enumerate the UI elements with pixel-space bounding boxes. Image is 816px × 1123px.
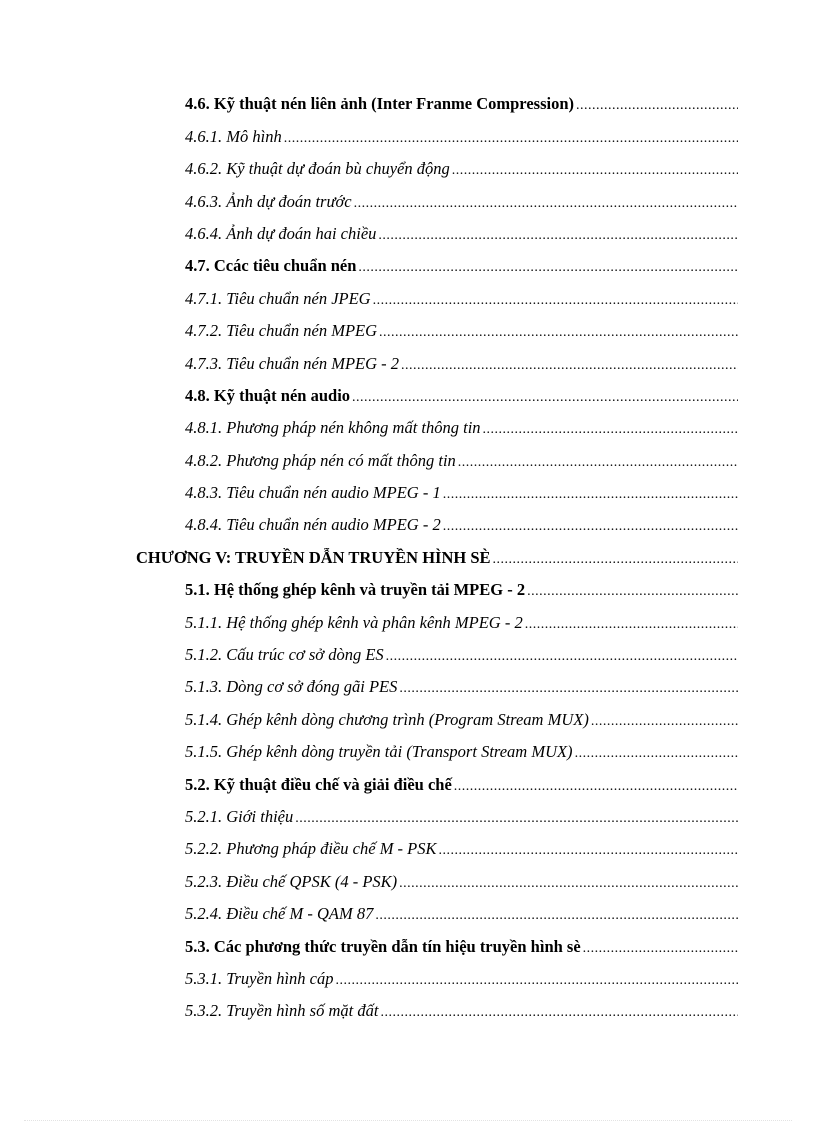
toc-entry	[0, 740, 816, 772]
toc-entry-title: 5.2.3. Điều chế QPSK (4 - PSK)	[185, 871, 398, 891]
dot-leader	[525, 615, 738, 635]
dot-leader	[399, 874, 738, 894]
toc-entry-title: 4.8.3. Tiêu chuẩn nén audio MPEG - 1	[185, 483, 441, 503]
toc-entry-title: 5.1.4. Ghép kênh dòng chương trình (Program Stream MUX)	[185, 709, 589, 729]
toc-entry-title: 4.7. Ccác tiêu chuẩn nén	[185, 256, 357, 276]
toc-entry	[0, 448, 816, 480]
toc-entry	[0, 934, 816, 966]
dot-leader	[375, 906, 738, 926]
dot-leader	[380, 1003, 738, 1023]
toc-entry	[0, 319, 816, 351]
toc-entry	[0, 999, 816, 1031]
toc-entry	[0, 707, 816, 739]
toc-entry-title: 4.7.3. Tiêu chuẩn nén MPEG - 2	[185, 353, 400, 373]
toc-entry-title: 5.1. Hệ thống ghép kênh và truyền tải MPEG - 2	[185, 580, 526, 600]
dot-leader	[458, 453, 738, 473]
toc-entry	[0, 416, 816, 448]
toc-entry	[0, 772, 816, 804]
toc-entry	[0, 351, 816, 383]
toc-entry-title: 5.1.1. Hệ thống ghép kênh và phân kênh MPEG - 2	[185, 612, 523, 632]
dot-leader	[284, 129, 738, 149]
toc-entry	[0, 837, 816, 869]
dot-leader	[483, 420, 738, 440]
toc-entry-title: 4.8.4. Tiêu chuẩn nén audio MPEG - 2	[185, 515, 441, 535]
toc-entry-title: 5.2.4. Điều chế M - QAM 87	[185, 904, 374, 924]
dot-leader	[401, 356, 738, 376]
dot-leader	[454, 777, 738, 797]
dot-leader	[576, 96, 738, 116]
toc-entry-title: 4.6.4. Ảnh dự đoán hai chiều	[185, 223, 377, 243]
toc-entry-title: 5.1.5. Ghép kênh dòng truyền tải (Transport Stream MUX)	[185, 742, 573, 762]
dot-leader	[373, 291, 738, 311]
toc-entry-title: 4.6.2. Kỹ thuật dự đoán bù chuyển động	[185, 159, 450, 179]
dot-leader	[295, 809, 738, 829]
toc-entry	[0, 675, 816, 707]
toc-entry	[0, 578, 816, 610]
dot-leader	[591, 712, 738, 732]
toc-entry	[0, 805, 816, 837]
toc-entry-title: 5.1.3. Dòng cơ sở đóng gãi PES	[185, 677, 398, 697]
toc-entry-title: 5.3. Các phương thức truyền dẫn tín hiệu truyền hình sè	[185, 936, 581, 956]
dot-leader	[452, 161, 738, 181]
toc-entry-title: 4.8.2. Phương pháp nén có mất thông tin	[185, 450, 456, 470]
toc-entry-title: 4.7.1. Tiêu chuẩn nén JPEG	[185, 288, 371, 308]
toc-entry	[0, 189, 816, 221]
toc-entry	[0, 157, 816, 189]
dot-leader	[352, 388, 738, 408]
dot-leader	[443, 517, 738, 537]
dot-leader	[583, 939, 738, 959]
table-of-contents	[0, 92, 816, 1031]
toc-entry-title: 4.8.1. Phương pháp nén không mất thông tin	[185, 418, 481, 438]
toc-entry-title: 4.8. Kỹ thuật nén audio	[185, 385, 351, 405]
toc-entry-title: 4.6. Kỹ thuật nén liên ảnh (Inter Franme Compression)	[185, 94, 574, 114]
dot-leader	[399, 679, 738, 699]
dot-leader	[336, 971, 739, 991]
toc-entry	[0, 610, 816, 642]
toc-entry	[0, 254, 816, 286]
dot-leader	[443, 485, 738, 505]
dot-leader	[575, 744, 738, 764]
dot-leader	[439, 841, 738, 861]
toc-entry-title: 4.6.1. Mô hình	[185, 126, 282, 146]
toc-entry	[0, 384, 816, 416]
toc-entry	[0, 869, 816, 901]
toc-chapter-heading	[0, 545, 816, 577]
toc-entry	[0, 222, 816, 254]
dot-leader	[378, 226, 738, 246]
toc-entry	[0, 902, 816, 934]
toc-entry	[0, 124, 816, 156]
dot-leader	[354, 194, 738, 214]
dot-leader	[386, 647, 738, 667]
toc-entry	[0, 92, 816, 124]
toc-entry-title: 5.3.1. Truyền hình cáp	[185, 968, 334, 988]
dot-leader	[358, 258, 738, 278]
toc-entry-title: 5.2.1. Giới thiệu	[185, 806, 294, 826]
dot-leader	[493, 550, 738, 570]
dot-leader	[379, 323, 738, 343]
toc-entry	[0, 643, 816, 675]
toc-entry-title: 5.3.2. Truyền hình số mặt đất	[185, 1001, 379, 1021]
toc-entry	[0, 286, 816, 318]
toc-entry	[0, 967, 816, 999]
toc-entry-title: 5.2. Kỹ thuật điều chế và giải điều chế	[185, 774, 452, 794]
toc-entry-title: 4.6.3. Ảnh dự đoán trước	[185, 191, 352, 211]
toc-entry-title: CHƯƠNG V: TRUYỀN DẪN TRUYỀN HÌNH SÈ	[136, 547, 491, 567]
toc-entry-title: 5.1.2. Cấu trúc cơ sở dòng ES	[185, 645, 384, 665]
toc-entry	[0, 513, 816, 545]
toc-entry	[0, 481, 816, 513]
dot-leader	[527, 582, 738, 602]
toc-entry-title: 4.7.2. Tiêu chuẩn nén MPEG	[185, 321, 378, 341]
toc-entry-title: 5.2.2. Phương pháp điều chế M - PSK	[185, 839, 437, 859]
